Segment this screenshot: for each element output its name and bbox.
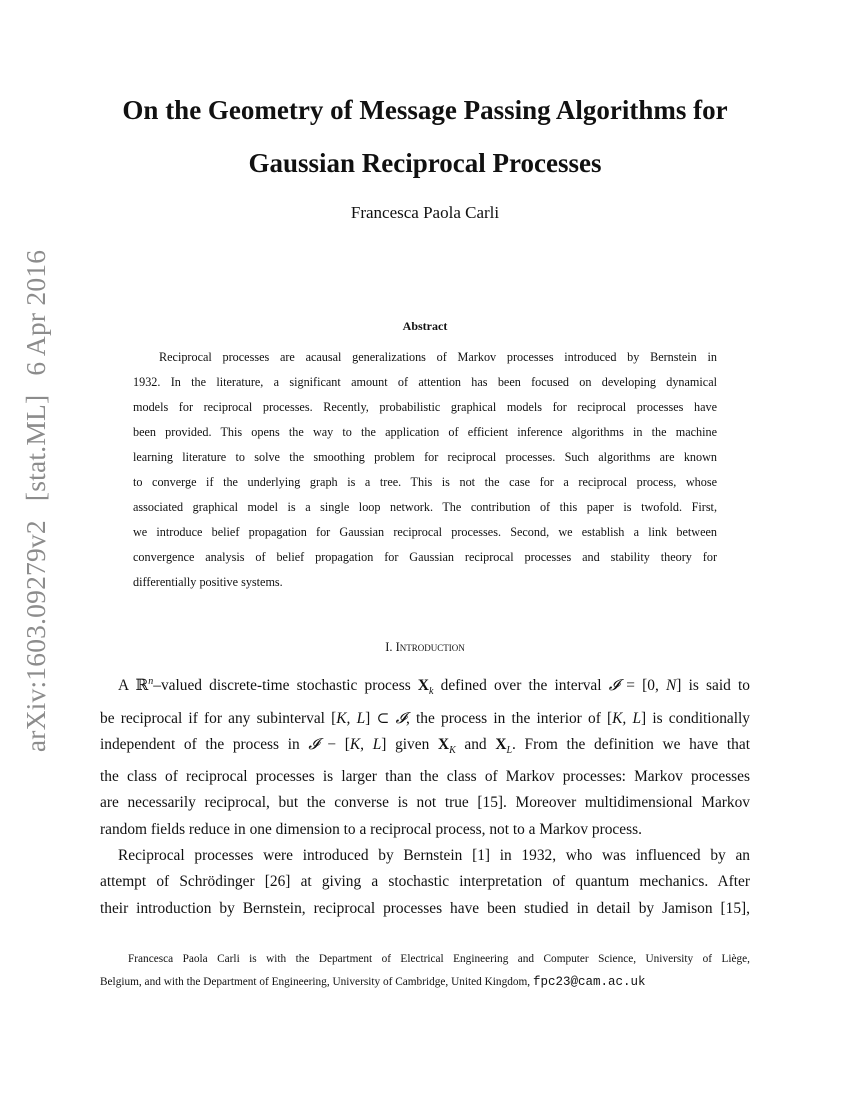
section-title: Introduction xyxy=(395,640,465,654)
abstract-body xyxy=(133,345,717,595)
author-footnote xyxy=(100,948,750,994)
paragraph-1 xyxy=(100,669,750,843)
section-number: I. xyxy=(385,640,393,654)
body-line: independent of the process in 𝓘 − [K, L] given $X_K$ and $X_L$. From the definition we have that xyxy=(100,735,750,756)
body-line: random fields reduce in one dimension to a reciprocal process, not to a Markov process. xyxy=(100,820,642,838)
body-line: be reciprocal if for any subinterval [K, L] ⊂ 𝓘, the process in the interior of [K, L] is conditionally xyxy=(100,709,751,727)
abstract-line: models for reciprocal processes. Recently, probabilistic graphical models for reciprocal processes have xyxy=(133,400,717,414)
abstract-line: Reciprocal processes are acausal generalizations of Markov processes introduced by Bernstein in xyxy=(159,350,717,364)
paper-author: Francesca Paola Carli xyxy=(350,203,500,222)
abstract-line: associated graphical model is a single loop network. The contribution of this paper is twofold. First, xyxy=(133,500,717,514)
abstract-line: convergence analysis of belief propagation for Gaussian reciprocal processes and stability theory for xyxy=(133,550,717,564)
arxiv-id: arXiv:1603.09279v2 xyxy=(20,520,51,753)
title-line-2: Gaussian Reciprocal Processes xyxy=(248,148,602,178)
abstract-heading: Abstract xyxy=(402,319,448,333)
body-line: are necessarily reciprocal, but the converse is not true [15]. Moreover multidimensional Markov xyxy=(100,794,750,812)
abstract-line: learning literature to solve the smoothing problem for reciprocal processes. Such algorithms are known xyxy=(133,450,717,464)
title-line-1: On the Geometry of Message Passing Algorithms for xyxy=(122,95,728,125)
body-line: their introduction by Bernstein, reciprocal processes have been studied in detail by Jamison [15], xyxy=(100,899,750,917)
body-line: A ℝ$^n$–valued discrete-time stochastic process $X_k$ defined over the interval 𝓘 = [0, N] is said to xyxy=(118,676,750,698)
arxiv-stamp xyxy=(20,238,52,752)
body-line: the class of reciprocal processes is larger than the class of Markov processes: Markov processes xyxy=(100,768,750,786)
arxiv-category: [stat.ML] xyxy=(20,394,51,502)
section-heading-introduction xyxy=(0,640,850,655)
body-line: Reciprocal processes were introduced by Bernstein [1] in 1932, who was influenced by an xyxy=(118,847,750,865)
paragraph-2 xyxy=(100,843,750,922)
footnote-line: Belgium, and with the Department of Engineering, University of Cambridge, United Kingdom, fpc23@cam.ac.uk xyxy=(100,975,646,989)
paper-title xyxy=(0,84,850,190)
abstract-line: 1932. In the literature, a significant amount of attention has been focused on developing dynamical xyxy=(133,375,717,389)
abstract-line: been provided. This opens the way to the application of efficient inference algorithms in the machine xyxy=(133,425,717,439)
arxiv-date: 6 Apr 2016 xyxy=(20,249,51,376)
author-email: fpc23@cam.ac.uk xyxy=(532,975,646,989)
abstract-line: to converge if the underlying graph is a tree. This is not the case for a reciprocal process, whose xyxy=(133,475,717,489)
footnote-line: Francesca Paola Carli is with the Department of Electrical Engineering and Computer Science, University of Liège, xyxy=(128,953,750,965)
body-line: attempt of Schrödinger [26] at giving a stochastic interpretation of quantum mechanics. After xyxy=(100,873,750,891)
abstract-line: differentially positive systems. xyxy=(133,575,283,589)
body-text xyxy=(100,669,750,922)
abstract-line: we introduce belief propagation for Gaussian reciprocal processes. Second, we establish a link between xyxy=(133,525,717,539)
